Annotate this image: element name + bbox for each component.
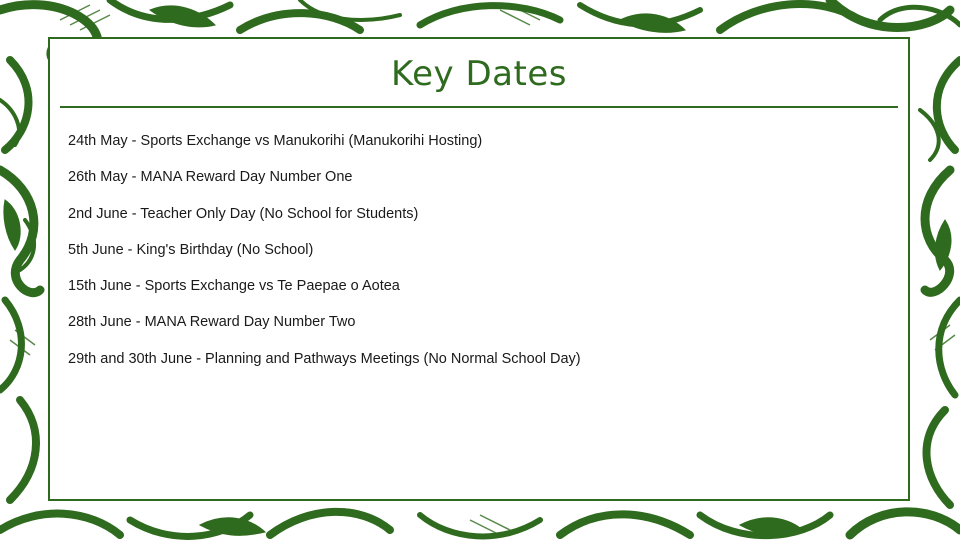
slide-title: Key Dates bbox=[391, 54, 567, 94]
date-item: 26th May - MANA Reward Day Number One bbox=[68, 169, 353, 186]
date-item: 24th May - Sports Exchange vs Manukorihi (Manukorihi Hosting) bbox=[68, 133, 483, 149]
date-item: 5th June - King's Birthday (No School) bbox=[68, 241, 314, 258]
date-item: 2nd June - Teacher Only Day (No School for Students) bbox=[68, 205, 419, 222]
date-item: 29th and 30th June - Planning and Pathways Meetings (No Normal School Day) bbox=[68, 350, 581, 367]
title-divider bbox=[60, 106, 898, 108]
key-dates-list bbox=[68, 129, 581, 383]
key-dates-card bbox=[48, 37, 910, 501]
date-item: 28th June - MANA Reward Day Number Two bbox=[68, 314, 356, 331]
date-item: 15th June - Sports Exchange vs Te Paepae o Aotea bbox=[68, 278, 400, 295]
